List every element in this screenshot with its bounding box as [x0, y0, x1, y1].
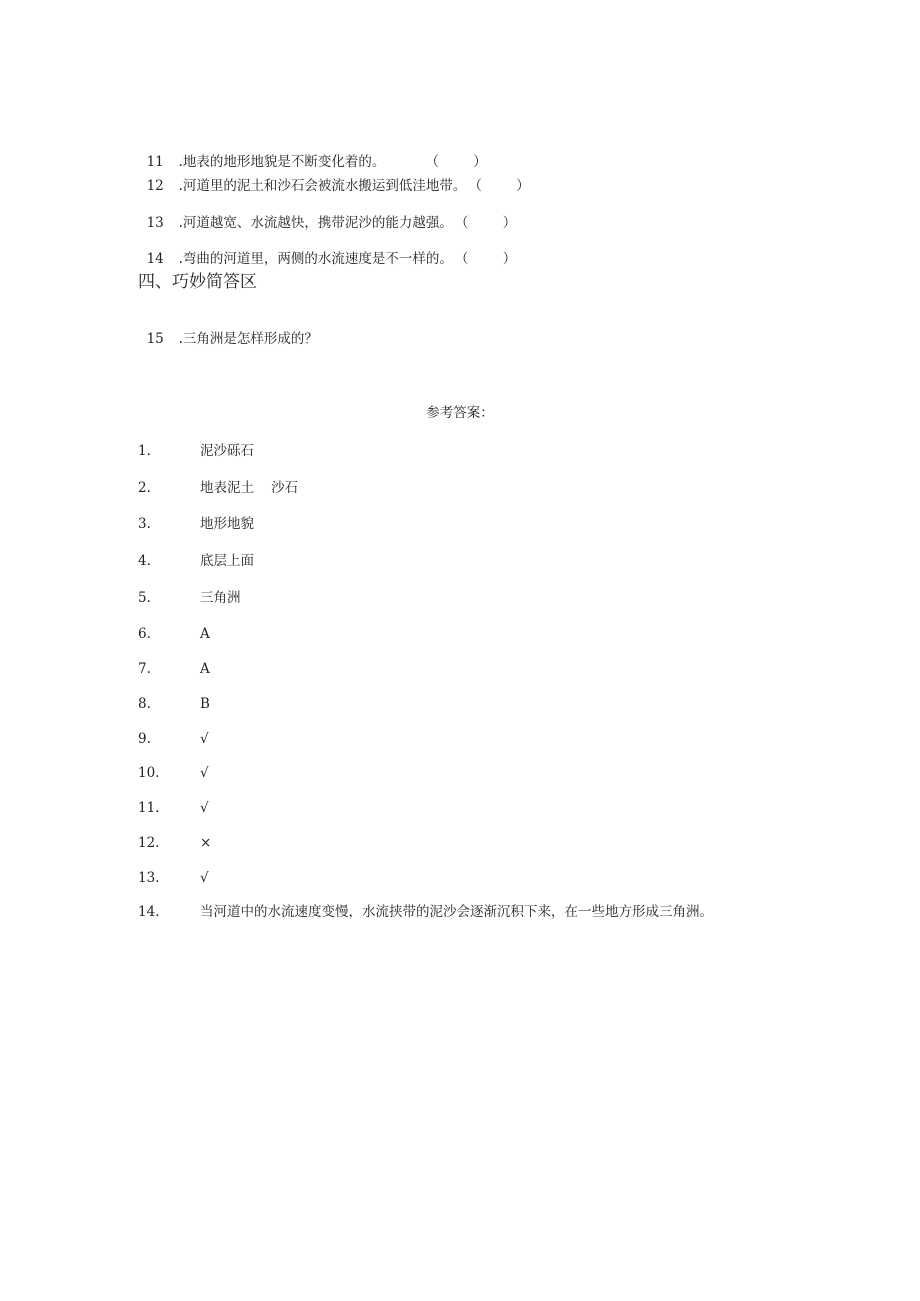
answer-number: 7. [138, 661, 151, 677]
answer-value: 底层上面 [200, 553, 254, 569]
question-14 [138, 232, 516, 268]
question-number: 14 [146, 251, 164, 267]
question-number: 13 [146, 215, 164, 231]
answer-value: A [200, 626, 210, 642]
answer-value: B [200, 696, 210, 712]
answer-bracket: （ ） [468, 178, 530, 194]
answer-value: × [200, 835, 212, 851]
question-text: .河道越宽、水流越快，携带泥沙的能力越强。 [178, 215, 453, 231]
answer-value: √ [200, 765, 209, 781]
answer-number: 12. [138, 835, 160, 851]
answer-value: √ [200, 870, 209, 886]
answer-bracket: （ ） [425, 154, 487, 170]
answer-number: 2. [138, 480, 151, 496]
answer-number: 10. [138, 765, 160, 781]
question-text: .弯曲的河道里，两侧的水流速度是不一样的。 [178, 251, 453, 267]
section-heading: 四、巧妙简答区 [138, 272, 257, 292]
answer-number: 5. [138, 590, 151, 606]
answer-number: 1. [138, 443, 151, 459]
answer-value: 地表泥土 沙石 [200, 480, 299, 496]
answer-bracket: （ ） [454, 251, 517, 267]
answer-value: 地形地貌 [200, 516, 254, 532]
answer-number: 3. [138, 516, 151, 532]
answer-value: 三角洲 [200, 590, 241, 606]
answer-number: 8. [138, 696, 151, 712]
answer-value: A [200, 661, 210, 677]
answer-bracket: （ ） [454, 215, 517, 231]
question-number: 12 [146, 178, 164, 194]
answer-number: 14. [138, 904, 160, 920]
question-text: .地表的地形地貌是不断变化着的。 [178, 154, 386, 170]
question-number: 11 [146, 154, 164, 170]
answer-number: 4. [138, 553, 151, 569]
answer-value: √ [200, 800, 209, 816]
answer-item-long [138, 900, 768, 924]
question-15 [138, 312, 318, 348]
answer-number: 6. [138, 626, 151, 642]
answer-value: √ [200, 731, 209, 747]
question-number: 15 [146, 331, 164, 347]
answer-number: 11. [138, 800, 160, 816]
question-text: .河道里的泥土和沙石会被流水搬运到低洼地带。 [178, 178, 467, 194]
answer-number: 9. [138, 731, 151, 747]
question-text: .三角洲是怎样形成的？ [178, 331, 318, 347]
answer-value: 当河道中的水流速度变慢，水流挟带的泥沙会逐渐沉积下来，在一些地方形成三角洲。 [200, 904, 713, 920]
answer-number: 13. [138, 870, 160, 886]
answer-value: 泥沙砾石 [200, 443, 254, 459]
question-13 [138, 196, 516, 232]
question-12 [138, 159, 530, 195]
answers-title: 参考答案： [426, 405, 494, 421]
